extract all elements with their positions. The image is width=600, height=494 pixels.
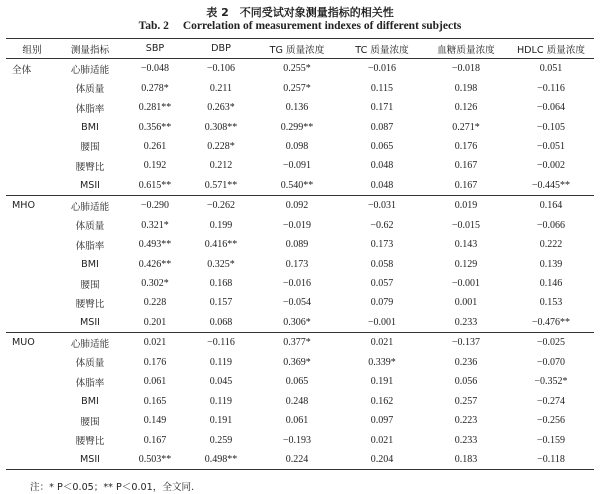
metric-cell: 体脂率 [75,377,105,389]
metric-cell: 体脂率 [75,240,105,252]
table-row [6,274,594,293]
table-row [6,176,594,196]
metric-cell: 心肺适能 [70,64,110,76]
value-cell: 0.255* [283,63,311,75]
col-header-group: 组别 [6,39,58,59]
value-cell: 0.097 [370,415,394,427]
group-cell [6,216,58,235]
value-cell: 0.061 [285,415,309,427]
group-cell [6,117,58,136]
metric-cell: 腰臀比 [75,298,105,310]
value-cell: −0.070 [536,356,566,368]
value-cell: 0.236 [454,356,478,368]
metric-cell: 腰围 [80,416,100,428]
value-cell: 0.058 [370,258,394,270]
table-row [6,372,594,391]
value-cell: −0.048 [140,63,170,75]
metric-cell: MSII [58,450,122,470]
value-cell: −0.105 [536,121,566,133]
group-cell: 全体 [12,64,32,76]
value-cell: 0.233 [424,313,508,333]
value-cell: 0.321* [141,219,169,231]
value-cell: 0.139 [539,258,563,270]
value-cell: 0.098 [285,140,309,152]
value-cell: 0.192 [143,160,167,172]
group-cell [6,78,58,97]
col-header-dbp: DBP [188,39,254,59]
value-cell: −0.116 [537,82,565,94]
group-cell: MHO [12,200,36,212]
value-cell: 0.168 [209,278,233,290]
value-cell: 0.171 [370,102,394,114]
correlation-table [6,38,594,470]
value-cell: −0.62 [370,219,394,231]
value-cell: 0.299** [280,121,314,133]
value-cell: 0.176 [454,140,478,152]
table-row [6,411,594,430]
table-row [6,313,594,333]
value-cell: 0.228 [143,297,167,309]
group-cell [6,98,58,117]
value-cell: 0.048 [370,160,394,172]
value-cell: 0.021 [370,337,394,349]
value-cell: 0.136 [285,102,309,114]
value-cell: 0.146 [539,278,563,290]
table-row [6,216,594,235]
value-cell: −0.015 [451,219,481,231]
metric-cell: BMI [81,395,99,407]
value-cell: 0.356** [138,121,172,133]
value-cell: 0.173 [370,239,394,251]
value-cell: −0.445** [508,176,594,196]
table-row [6,196,594,216]
value-cell: 0.165 [143,395,167,407]
value-cell: −0.290 [140,200,170,212]
value-cell: −0.001 [340,313,424,333]
value-cell: −0.262 [206,200,236,212]
value-cell: −0.064 [536,102,566,114]
value-cell: 0.164 [539,200,563,212]
value-cell: 0.228* [207,140,235,152]
value-cell: 0.162 [370,395,394,407]
col-header-sbp: SBP [122,39,188,59]
table-row [6,293,594,312]
metric-cell: 体质量 [75,358,105,370]
value-cell: 0.089 [285,239,309,251]
group-cell: MUO [12,337,35,349]
value-cell: 0.369* [283,356,311,368]
table-row [6,254,594,273]
value-cell: −0.066 [536,219,566,231]
value-cell: 0.339* [368,356,396,368]
value-cell: −0.019 [282,219,312,231]
footnote: 注：* P＜0.05；** P＜0.01，全文同. [30,482,195,493]
value-cell: 0.143 [454,239,478,251]
group-cell [6,353,58,372]
value-cell: 0.065 [370,140,394,152]
table-body [6,59,594,470]
group-cell [6,411,58,430]
value-cell: 0.416** [204,239,238,251]
col-header-metric: 测量指标 [58,39,122,59]
table-row [6,59,594,79]
value-cell: 0.201 [122,313,188,333]
metric-cell: 体质量 [75,84,105,96]
value-cell: −0.016 [282,278,312,290]
value-cell: −0.118 [508,450,594,470]
value-cell: 0.176 [143,356,167,368]
group-cell [6,372,58,391]
value-cell: −0.476** [508,313,594,333]
value-cell: −0.159 [536,434,566,446]
table-row [6,78,594,97]
value-cell: −0.352* [534,376,568,388]
value-cell: 0.498** [188,450,254,470]
metric-cell: MSII [58,176,122,196]
col-header-tg: TG 质量浓度 [254,39,340,59]
value-cell: 0.281** [138,102,172,114]
metric-cell: 体质量 [75,221,105,233]
value-cell: 0.308** [204,121,238,133]
metric-cell: MSII [58,313,122,333]
value-cell: −0.051 [536,140,566,152]
value-cell: 0.153 [539,297,563,309]
value-cell: −0.137 [451,337,481,349]
value-cell: −0.018 [451,63,481,75]
metric-cell: 腰围 [80,279,100,291]
group-cell [6,156,58,175]
group-cell [6,391,58,410]
value-cell: 0.087 [370,121,394,133]
metric-cell: 体脂率 [75,103,105,115]
value-cell: 0.199 [209,219,233,231]
value-cell: 0.167 [143,434,167,446]
value-cell: 0.224 [254,450,340,470]
value-cell: 0.493** [138,239,172,251]
group-cell [6,235,58,254]
metric-cell: 心肺适能 [70,201,110,213]
metric-cell: 腰臀比 [75,436,105,448]
value-cell: 0.183 [424,450,508,470]
value-cell: 0.257* [283,82,311,94]
value-cell: −0.001 [451,278,481,290]
value-cell: 0.079 [370,297,394,309]
metric-cell: BMI [81,121,99,133]
value-cell: 0.302* [141,278,169,290]
value-cell: 0.115 [370,82,394,94]
value-cell: 0.045 [209,376,233,388]
value-cell: 0.259 [209,434,233,446]
value-cell: 0.261 [143,140,167,152]
table-label: Tab. 2 [138,20,169,32]
value-cell: 0.503** [122,450,188,470]
value-cell: 0.278* [141,82,169,94]
value-cell: 0.021 [370,434,394,446]
table-row [6,235,594,254]
value-cell: −0.256 [536,415,566,427]
value-cell: 0.426** [138,258,172,270]
value-cell: 0.119 [209,395,233,407]
value-cell: 0.377* [283,337,311,349]
value-cell: 0.191 [370,376,394,388]
metric-cell: BMI [81,258,99,270]
col-header-hdlc: HDLC 质量浓度 [508,39,594,59]
value-cell: 0.126 [454,102,478,114]
value-cell: 0.306* [254,313,340,333]
group-cell [6,450,58,470]
value-cell: 0.056 [454,376,478,388]
value-cell: 0.149 [143,415,167,427]
value-cell: −0.106 [206,63,236,75]
table-row [6,333,594,353]
table-row [6,430,594,449]
value-cell: 0.167 [424,176,508,196]
group-cell [6,137,58,156]
value-cell: −0.031 [367,200,397,212]
metric-cell: 腰围 [80,142,100,154]
group-cell [6,274,58,293]
value-cell: −0.091 [282,160,312,172]
metric-cell: 心肺适能 [70,338,110,350]
table-row [6,117,594,136]
table-title-en [0,20,600,32]
table-row [6,391,594,410]
value-cell: 0.065 [285,376,309,388]
value-cell: −0.016 [367,63,397,75]
value-cell: 0.222 [539,239,563,251]
value-cell: 0.157 [209,297,233,309]
value-cell: 0.223 [454,415,478,427]
value-cell: 0.211 [209,82,233,94]
value-cell: 0.173 [285,258,309,270]
col-header-glucose: 血糖质量浓度 [424,39,508,59]
table-row [6,98,594,117]
value-cell: 0.021 [143,337,167,349]
group-cell [6,293,58,312]
value-cell: −0.274 [536,395,566,407]
table-row [6,450,594,470]
value-cell: 0.257 [454,395,478,407]
value-cell: 0.271* [452,121,480,133]
group-cell [6,313,58,333]
value-cell: 0.001 [454,297,478,309]
group-cell [6,176,58,196]
value-cell: 0.233 [454,434,478,446]
value-cell: 0.571** [188,176,254,196]
value-cell: 0.057 [370,278,394,290]
value-cell: −0.025 [536,337,566,349]
value-cell: 0.068 [188,313,254,333]
value-cell: 0.051 [539,63,563,75]
value-cell: 0.191 [209,415,233,427]
col-header-tc: TC 质量浓度 [340,39,424,59]
value-cell: 0.212 [209,160,233,172]
value-cell: −0.116 [207,337,235,349]
value-cell: 0.198 [454,82,478,94]
value-cell: 0.048 [340,176,424,196]
table-row [6,156,594,175]
value-cell: 0.129 [454,258,478,270]
value-cell: 0.615** [122,176,188,196]
value-cell: −0.002 [536,160,566,172]
header-row [6,39,594,59]
table-title-cn: 表 2 不同受试对象测量指标的相关性 [206,6,394,19]
value-cell: 0.540** [254,176,340,196]
group-cell [6,254,58,273]
value-cell: 0.167 [454,160,478,172]
value-cell: 0.263* [207,102,235,114]
metric-cell: 腰臀比 [75,161,105,173]
value-cell: 0.204 [340,450,424,470]
table-row [6,137,594,156]
table-caption: Correlation of measurement indexes of different subjects [182,20,462,32]
value-cell: 0.092 [285,200,309,212]
value-cell: 0.061 [143,376,167,388]
value-cell: −0.193 [282,434,312,446]
value-cell: 0.325* [207,258,235,270]
value-cell: 0.248 [285,395,309,407]
group-cell [6,430,58,449]
value-cell: 0.119 [209,356,233,368]
value-cell: −0.054 [282,297,312,309]
value-cell: 0.019 [454,200,478,212]
table-row [6,353,594,372]
